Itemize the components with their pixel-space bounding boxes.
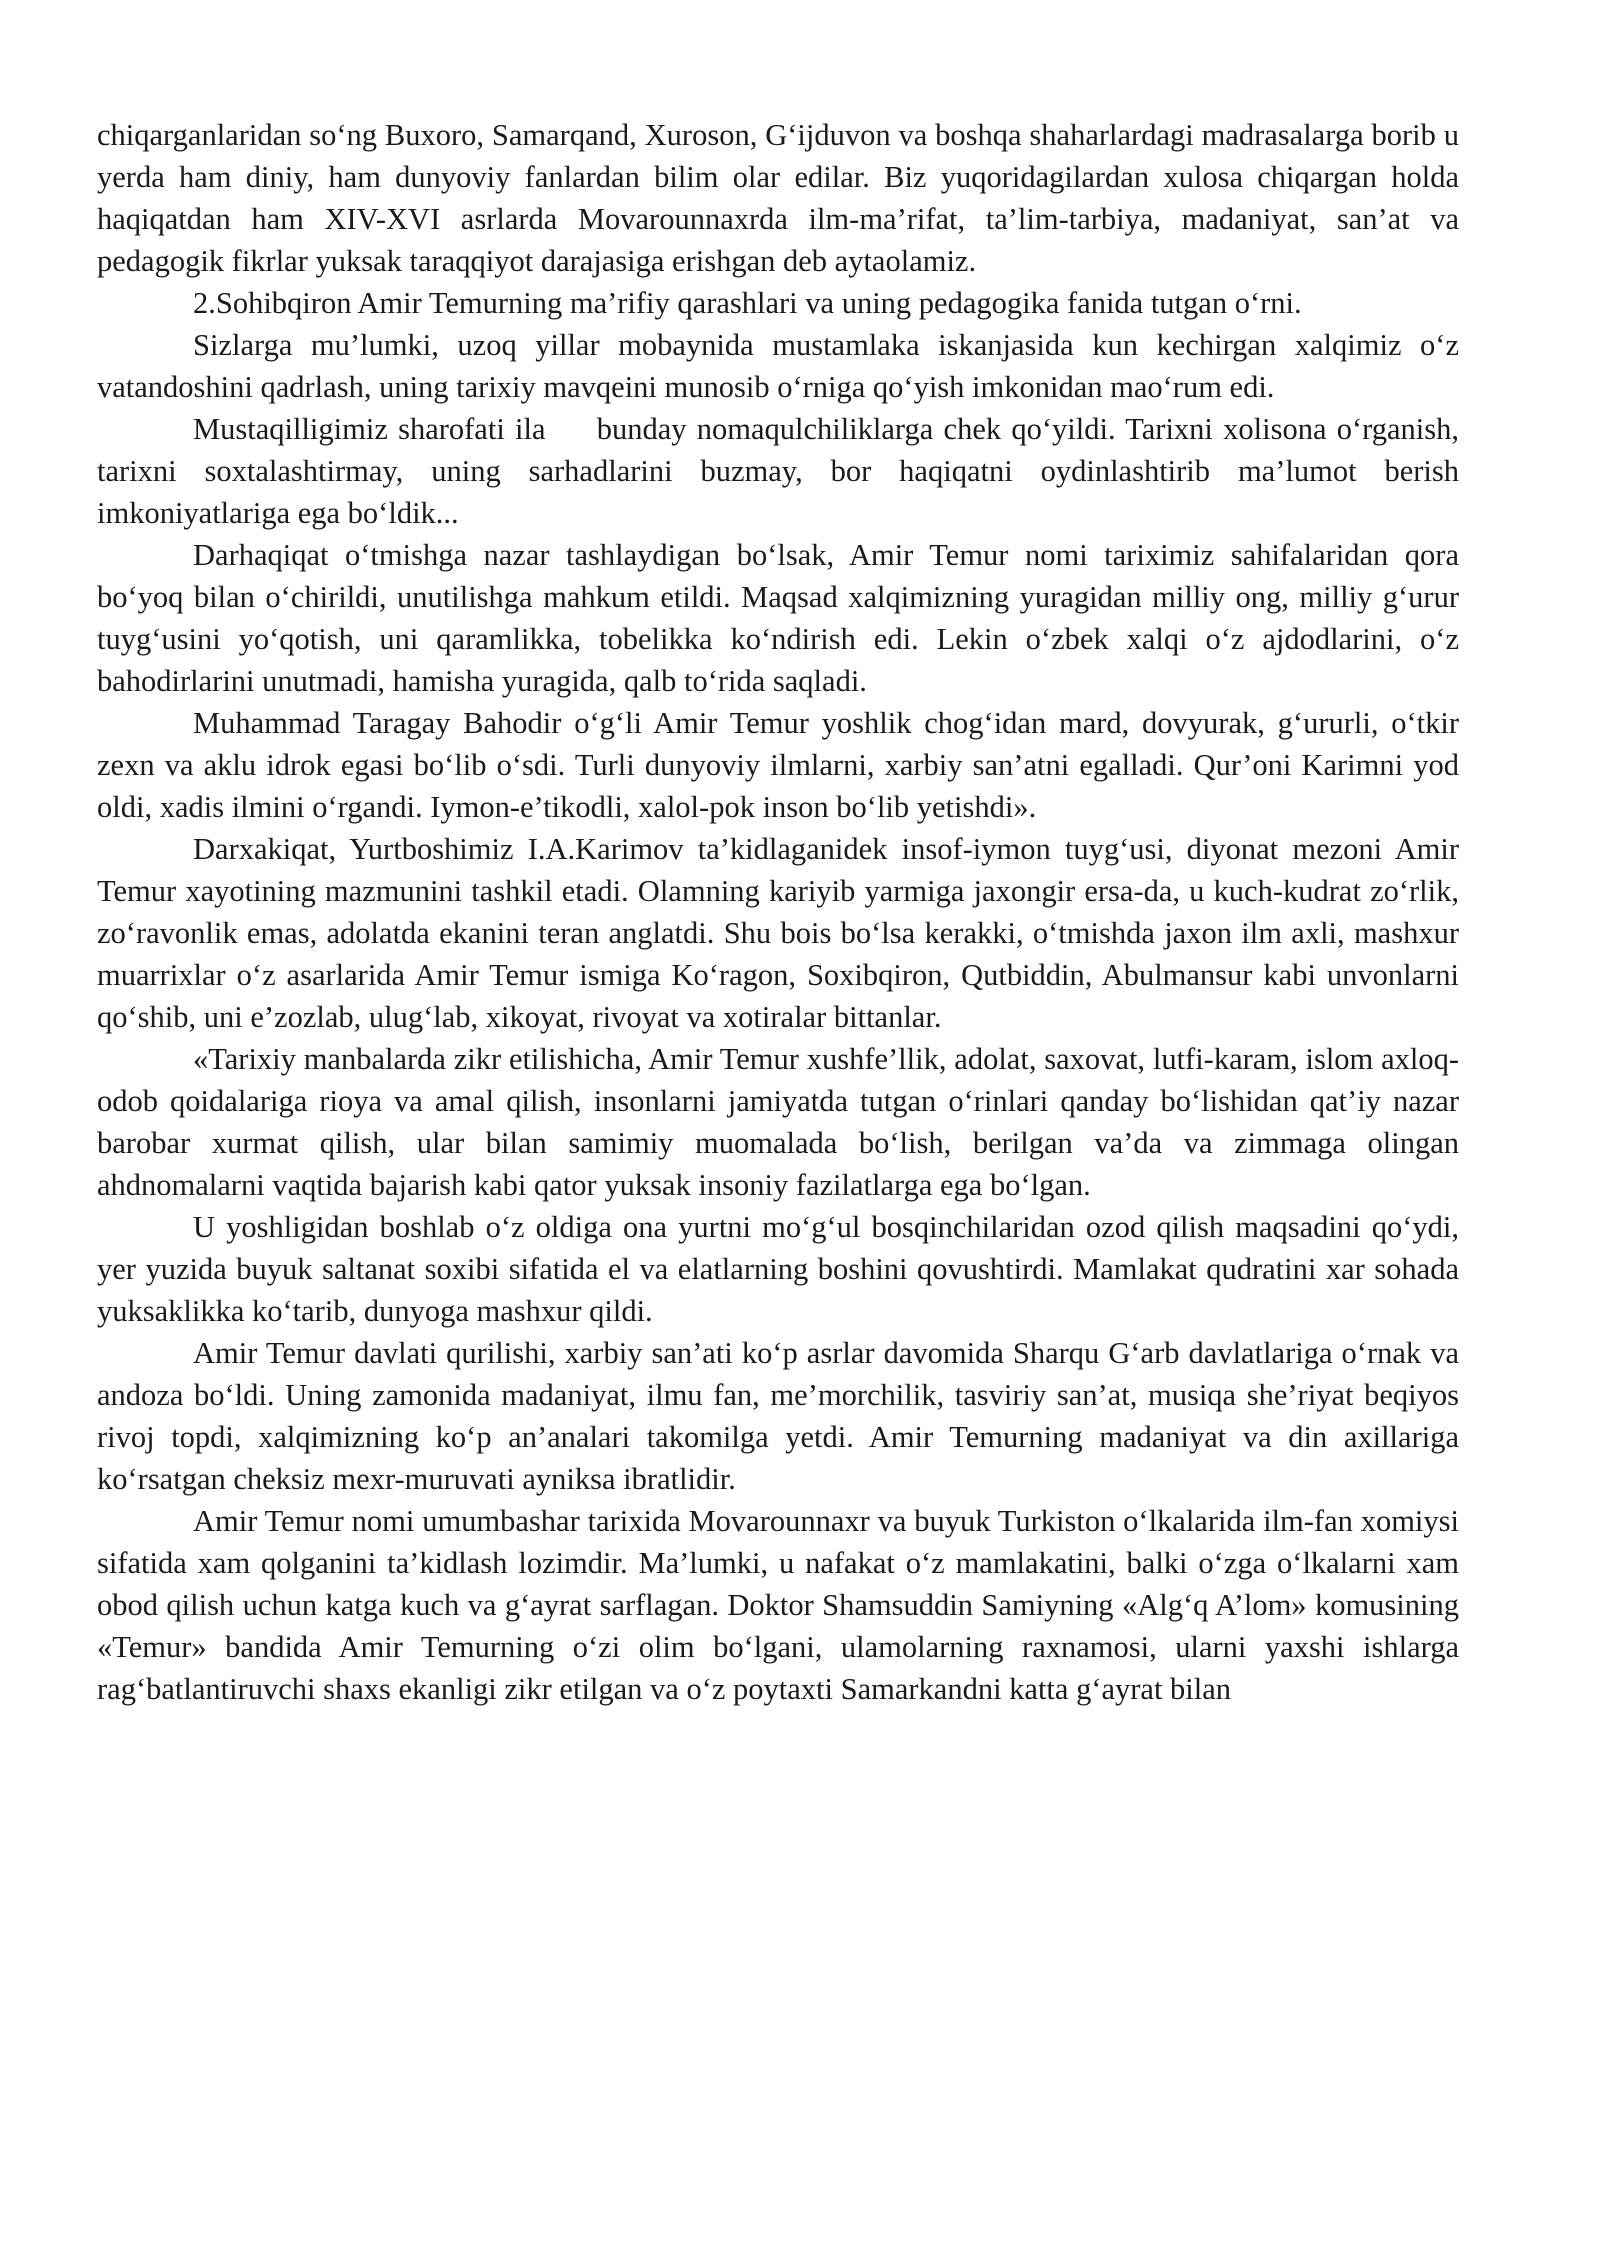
paragraph-continuation: chiqarganlaridan so‘ng Buxoro, Samarqand, Xuroson, G‘ijduvon va boshqa shaharlardagi madrasalarga borib u yerda ham diniy, ham dunyoviy fanlardan bilim olar edilar. Biz yuqoridagilardan xulosa chiqargan holda haqiqatdan ham XIV-XVI asrlarda Movarounnaxrda ilm-ma’rifat, ta’lim-tarbiya, madaniyat, san’at va pedagogik fikrlar yuksak taraqqiyot darajasiga erishgan deb aytaolamiz. [97, 118, 1459, 278]
paragraph: Mustaqilligimiz sharofati ila bunday nomaqulchiliklarga chek qo‘yildi. Tarixni xolisona o‘rganish, tarixni soxtalashtirmay, uning sarhadlarini buzmay, bor haqiqatni oydinlashtirib ma’lumot berish imkoniyatlariga ega bo‘ldik... [97, 412, 1467, 530]
paragraph: Amir Temur davlati qurilishi, xarbiy san’ati ko‘p asrlar davomida Sharqu G‘arb davlatlariga o‘rnak va andoza bo‘ldi. Uning zamonida madaniyat, ilmu fan, me’morchilik, tasviriy san’at, musiqa she’riyat beqiyos rivoj topdi, xalqimizning ko‘p an’analari takomilga yetdi. Amir Temurning madaniyat va din axillariga ko‘rsatgan cheksiz mexr-muruvati ayniksa ibratlidir. [97, 1336, 1459, 1496]
section-heading: 2.Sohibqiron Amir Temurning ma’rifiy qarashlari va uning pedagogika fanida tutgan o‘rni. [193, 286, 1302, 320]
paragraph: Darhaqiqat o‘tmishga nazar tashlaydigan bo‘lsak, Amir Temur nomi tariximiz sahifalaridan qora bo‘yoq bilan o‘chirildi, unutilishga mahkum etildi. Maqsad xalqimizning yuragidan milliy ong, milliy g‘urur tuyg‘usini yo‘qotish, uni qaramlikka, tobelikka ko‘ndirish edi. Lekin o‘zbek xalqi o‘z ajdodlarini, o‘z bahodirlarini unutmadi, hamisha yuragida, qalb to‘rida saqladi. [97, 538, 1459, 698]
paragraph: U yoshligidan boshlab o‘z oldiga ona yurtni mo‘g‘ul bosqinchilaridan ozod qilish maqsadini qo‘ydi, yer yuzida buyuk saltanat soxibi sifatida el va elatlarning boshini qovushtirdi. Mamlakat qudratini xar sohada yuksaklikka ko‘tarib, dunyoga mashxur qildi. [97, 1210, 1459, 1328]
paragraph: «Tarixiy manbalarda zikr etilishicha, Amir Temur xushfe’llik, adolat, saxovat, lutfi-karam, islom axloq-odob qoidalariga rioya va amal qilish, insonlarni jamiyatda tutgan o‘rinlari qanday bo‘lishidan qat’iy nazar barobar xurmat qilish, ular bilan samimiy muomalada bo‘lish, berilgan va’da va zimmaga olingan ahdnomalarni vaqtida bajarish kabi qator yuksak insoniy fazilatlarga ega bo‘lgan. [97, 1042, 1459, 1202]
paragraph: Darxakiqat, Yurtboshimiz I.A.Karimov ta’kidlaganidek insof-iymon tuyg‘usi, diyonat mezoni Amir Temur xayotining mazmunini tashkil etadi. Olamning kariyib yarmiga jaxongir ersa-da, u kuch-kudrat zo‘rlik, zo‘ravonlik emas, adolatda ekanini teran anglatdi. Shu bois bo‘lsa kerakki, o‘tmishda jaxon ilm axli, mashxur muarrixlar o‘z asarlarida Amir Temur ismiga Ko‘ragon, Soxibqiron, Qutbiddin, Abulmansur kabi unvonlarni qo‘shib, uni e’zozlab, ulug‘lab, xikoyat, rivoyat va xotiralar bittanlar. [97, 832, 1459, 1034]
paragraph: Sizlarga mu’lumki, uzoq yillar mobaynida mustamlaka iskanjasida kun kechirgan xalqimiz o‘z vatandoshini qadrlash, uning tarixiy mavqeini munosib o‘rniga qo‘yish imkonidan mao‘rum edi. [97, 328, 1459, 404]
document-body [97, 114, 1467, 1710]
paragraph: Muhammad Taragay Bahodir o‘g‘li Amir Temur yoshlik chog‘idan mard, dovyurak, g‘ururli, o‘tkir zexn va aklu idrok egasi bo‘lib o‘sdi. Turli dunyoviy ilmlarni, xarbiy san’atni egalladi. Qur’oni Karimni yod oldi, xadis ilmini o‘rgandi. Iymon-e’tikodli, xalol-pok inson bo‘lib yetishdi». [97, 706, 1459, 824]
paragraph: Amir Temur nomi umumbashar tarixida Movarounnaxr va buyuk Turkiston o‘lkalarida ilm-fan xomiysi sifatida xam qolganini ta’kidlash lozimdir. Ma’lumki, u nafakat o‘z mamlakatini, balki o‘zga o‘lkalarni xam obod qilish uchun katga kuch va g‘ayrat sarflagan. Doktor Shamsuddin Samiyning «Alg‘q A’lom» komusining «Temur» bandida Amir Temurning o‘zi olim bo‘lgani, ulamolarning raxnamosi, ularni yaxshi ishlarga rag‘batlantiruvchi shaxs ekanligi zikr etilgan va o‘z poytaxti Samarkandni katta g‘ayrat bilan [97, 1504, 1459, 1706]
